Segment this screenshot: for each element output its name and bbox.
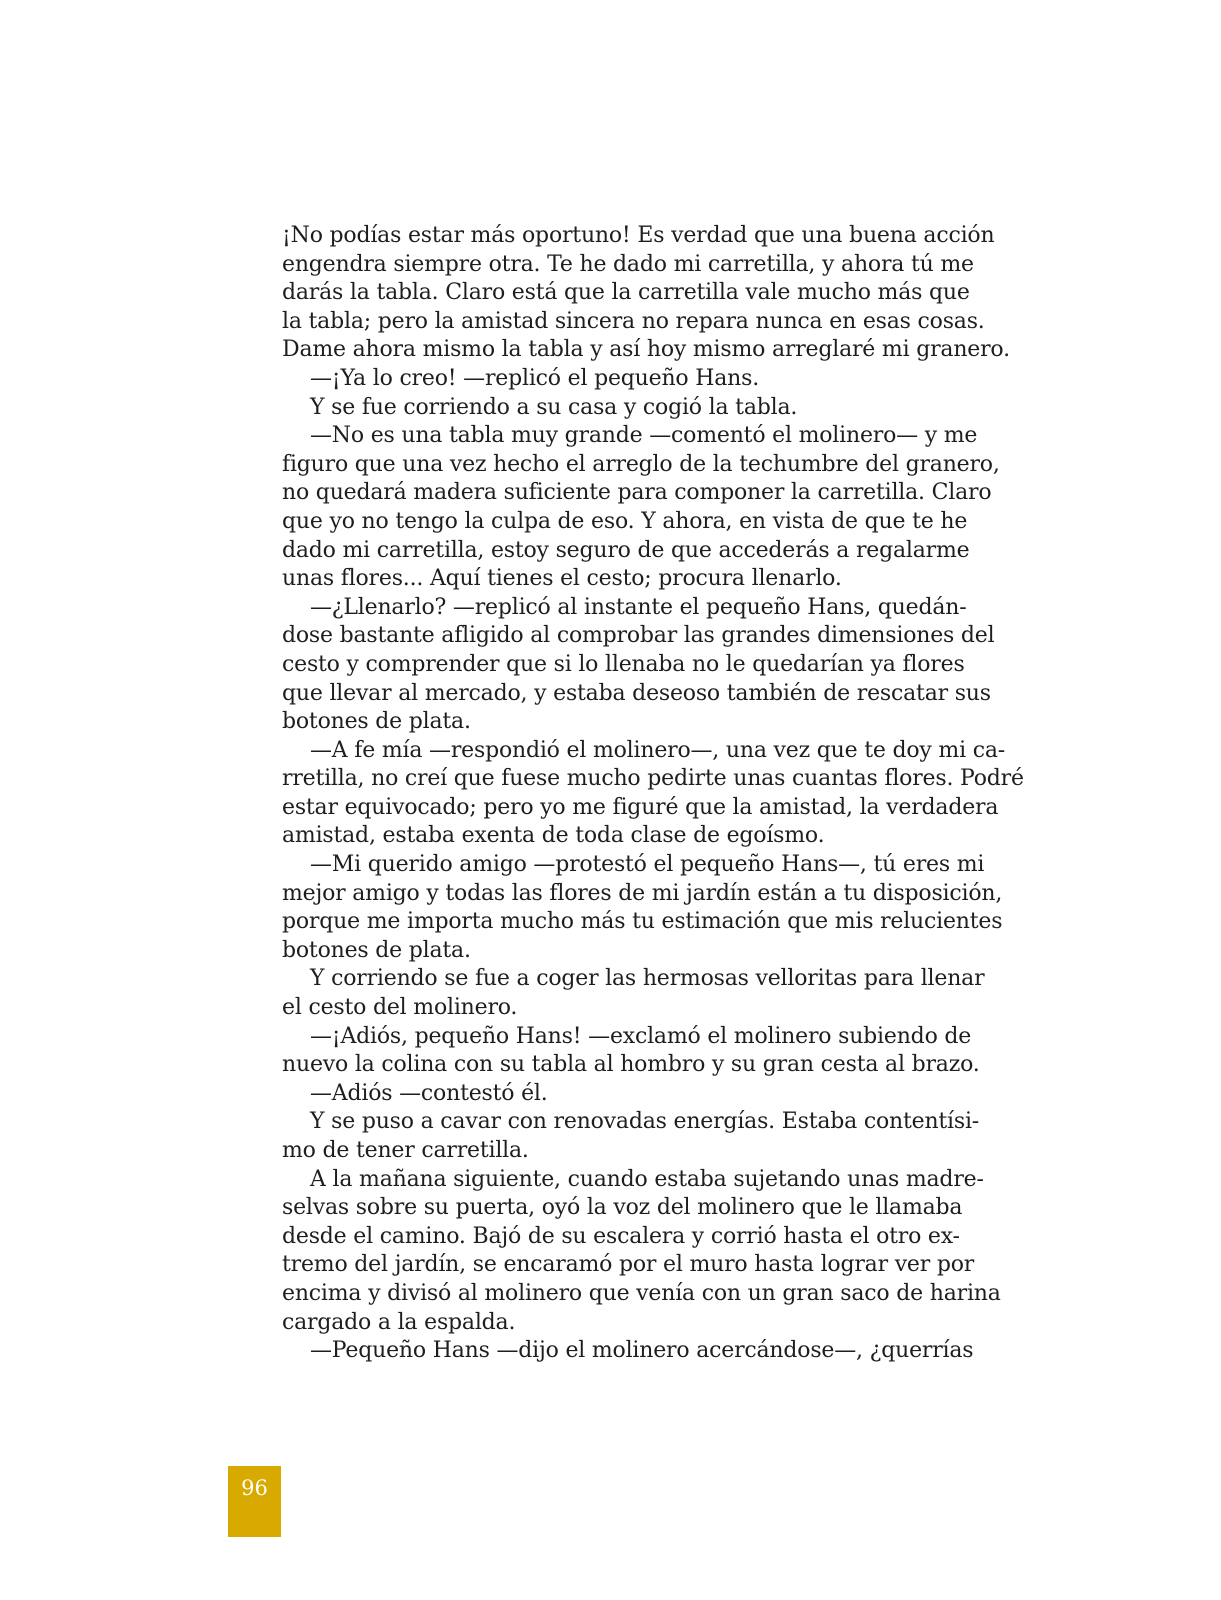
text-line: botones de plata. (282, 709, 471, 735)
text-line: Dame ahora mismo la tabla y así hoy mismo arreglaré mi granero. (282, 337, 1010, 363)
text-line: dose bastante afligido al comprobar las grandes dimensiones del (282, 623, 995, 649)
text-line: —Adiós —contestó él. (310, 1080, 548, 1106)
text-line: —A fe mía —respondió el molinero—, una vez que te doy mi ca- (310, 737, 1005, 763)
text-line: que llevar al mercado, y estaba deseoso también de rescatar sus (282, 680, 991, 706)
text-line: el cesto del molinero. (282, 995, 518, 1021)
text-line: —Pequeño Hans —dijo el molinero acercándose—, ¿querrías (310, 1338, 974, 1364)
text-line: Y corriendo se fue a coger las hermosas velloritas para llenar (310, 966, 985, 992)
text-line: —¡Ya lo creo! —replicó el pequeño Hans. (310, 365, 760, 391)
text-line: no quedará madera suficiente para componer la carretilla. Claro (282, 480, 992, 506)
text-line: Y se fue corriendo a su casa y cogió la tabla. (310, 394, 798, 420)
text-line: dado mi carretilla, estoy seguro de que accederás a regalarme (282, 537, 970, 563)
text-line: encima y divisó al molinero que venía con un gran saco de harina (282, 1280, 1001, 1306)
text-line: —No es una tabla muy grande —comentó el molinero— y me (310, 423, 978, 449)
text-line: tremo del jardín, se encaramó por el muro hasta lograr ver por (282, 1252, 975, 1278)
text-line: la tabla; pero la amistad sincera no repara nunca en esas cosas. (282, 308, 985, 334)
text-line: mo de tener carretilla. (282, 1138, 529, 1163)
text-line: amistad, estaba exenta de toda clase de egoísmo. (282, 823, 825, 849)
text-line: engendra siempre otra. Te he dado mi carretilla, y ahora tú me (282, 251, 974, 277)
text-line: cesto y comprender que si lo llenaba no le quedarían ya flores (282, 651, 965, 677)
text-line: selvas sobre su puerta, oyó la voz del molinero que le llamaba (282, 1195, 963, 1221)
text-line: desde el camino. Bajó de su escalera y corrió hasta el otro ex- (282, 1223, 960, 1249)
text-line: estar equivocado; pero yo me figuré que la amistad, la verdadera (282, 794, 999, 820)
text-line: que yo no tengo la culpa de eso. Y ahora, en vista de que te he (282, 508, 968, 534)
text-line: cargado a la espalda. (282, 1309, 516, 1335)
text-line: —Mi querido amigo —protestó el pequeño Hans—, tú eres mi (310, 852, 985, 878)
text-line: Y se puso a cavar con renovadas energías. Estaba contentísi- (310, 1109, 980, 1135)
page-number-tab (228, 1466, 281, 1537)
body-text (282, 222, 1024, 1366)
text-line: porque me importa mucho más tu estimación que mis relucientes (282, 909, 1003, 935)
text-line: A la mañana siguiente, cuando estaba sujetando unas madre- (310, 1166, 984, 1192)
page-number: 96 (241, 1476, 268, 1500)
text-line: botones de plata. (282, 937, 471, 963)
text-line: figuro que una vez hecho el arreglo de la techumbre del granero, (282, 451, 1000, 477)
text-line: mejor amigo y todas las flores de mi jardín están a tu disposición, (282, 880, 1003, 906)
text-line: —¿Llenarlo? —replicó al instante el pequeño Hans, quedán- (310, 594, 967, 620)
text-line: rretilla, no creí que fuese mucho pedirte unas cuantas flores. Podré (282, 766, 1024, 792)
text-line: unas flores... Aquí tienes el cesto; procura llenarlo. (282, 566, 842, 592)
text-line: nuevo la colina con su tabla al hombro y su gran cesta al brazo. (282, 1052, 980, 1078)
text-line: darás la tabla. Claro está que la carretilla vale mucho más que (282, 280, 970, 306)
text-line: ¡No podías estar más oportuno! Es verdad que una buena acción (282, 223, 995, 248)
text-line: —¡Adiós, pequeño Hans! —exclamó el molinero subiendo de (310, 1023, 972, 1049)
